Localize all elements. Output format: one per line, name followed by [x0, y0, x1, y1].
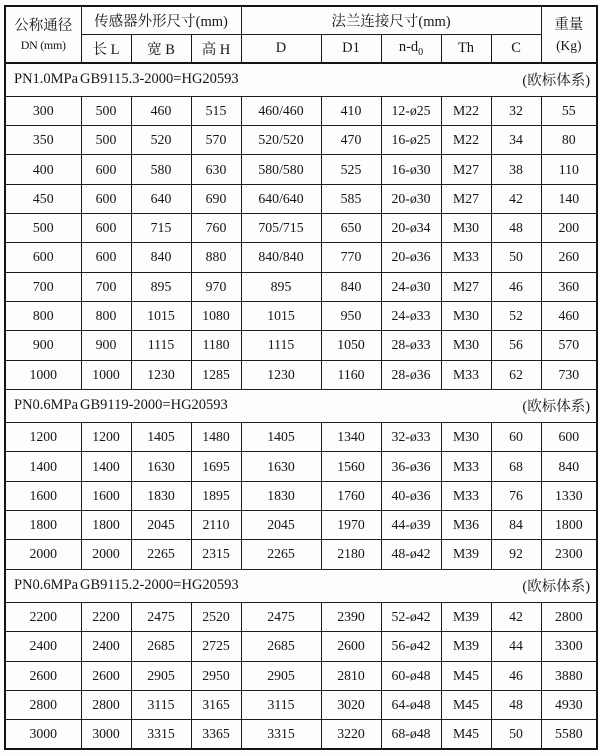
cell-flange-nd0: 56-ø42	[381, 632, 441, 661]
header-weight	[541, 6, 597, 63]
cell-length-l: 1800	[81, 511, 131, 540]
cell-flange-nd0: 16-ø30	[381, 155, 441, 184]
cell-weight: 80	[541, 126, 597, 155]
cell-width-b: 1405	[131, 423, 191, 452]
cell-flange-nd0: 28-ø36	[381, 360, 441, 389]
cell-dn: 600	[5, 243, 81, 272]
table-row	[5, 720, 597, 749]
cell-flange-nd0: 52-ø42	[381, 602, 441, 631]
cell-flange-d: 2045	[241, 511, 321, 540]
cell-length-l: 1000	[81, 360, 131, 389]
cell-flange-d1: 585	[321, 184, 381, 213]
section-header-cell	[5, 63, 597, 96]
section-header-row	[5, 63, 597, 96]
cell-dn: 2000	[5, 540, 81, 569]
section-pressure-rating: PN0.6MPa	[14, 577, 79, 594]
cell-flange-th: M45	[441, 690, 491, 719]
cell-length-l: 2200	[81, 602, 131, 631]
header-nominal-diameter-unit: DN (mm)	[20, 37, 66, 52]
cell-flange-d1: 470	[321, 126, 381, 155]
cell-flange-d1: 2390	[321, 602, 381, 631]
cell-height-h: 1695	[191, 452, 241, 481]
cell-weight: 360	[541, 272, 597, 301]
cell-flange-c: 46	[491, 661, 541, 690]
cell-length-l: 1600	[81, 481, 131, 510]
cell-width-b: 1230	[131, 360, 191, 389]
cell-weight: 3300	[541, 632, 597, 661]
cell-dn: 1000	[5, 360, 81, 389]
cell-flange-d: 460/460	[241, 96, 321, 125]
cell-flange-c: 92	[491, 540, 541, 569]
cell-dn: 1400	[5, 452, 81, 481]
cell-flange-d1: 1760	[321, 481, 381, 510]
section-header-row	[5, 569, 597, 602]
cell-height-h: 2110	[191, 511, 241, 540]
cell-flange-th: M27	[441, 184, 491, 213]
table-row	[5, 184, 597, 213]
cell-flange-th: M36	[441, 511, 491, 540]
cell-weight: 1800	[541, 511, 597, 540]
cell-length-l: 600	[81, 243, 131, 272]
cell-flange-c: 34	[491, 126, 541, 155]
cell-length-l: 700	[81, 272, 131, 301]
cell-flange-d: 520/520	[241, 126, 321, 155]
header-flange-d1: D1	[321, 34, 381, 63]
cell-weight: 730	[541, 360, 597, 389]
cell-flange-d1: 2600	[321, 632, 381, 661]
cell-width-b: 580	[131, 155, 191, 184]
cell-dn: 900	[5, 331, 81, 360]
header-flange-c: C	[491, 34, 541, 63]
cell-flange-c: 46	[491, 272, 541, 301]
cell-flange-nd0: 44-ø39	[381, 511, 441, 540]
cell-dn: 1600	[5, 481, 81, 510]
cell-dn: 800	[5, 301, 81, 330]
cell-length-l: 2400	[81, 632, 131, 661]
cell-flange-d: 840/840	[241, 243, 321, 272]
cell-flange-c: 42	[491, 602, 541, 631]
cell-weight: 110	[541, 155, 597, 184]
cell-flange-d: 1015	[241, 301, 321, 330]
header-flange-dimensions-group: 法兰连接尺寸(mm)	[241, 6, 541, 34]
cell-flange-th: M33	[441, 360, 491, 389]
cell-width-b: 2475	[131, 602, 191, 631]
cell-flange-d1: 410	[321, 96, 381, 125]
cell-weight: 55	[541, 96, 597, 125]
section-standard-note: (欧标体系)	[522, 399, 591, 416]
section-header-row	[5, 389, 597, 422]
cell-flange-th: M33	[441, 243, 491, 272]
header-flange-nd0-base: n-d	[398, 38, 419, 55]
cell-flange-c: 48	[491, 214, 541, 243]
cell-flange-d1: 3020	[321, 690, 381, 719]
cell-flange-d: 1630	[241, 452, 321, 481]
table-row	[5, 214, 597, 243]
cell-dn: 450	[5, 184, 81, 213]
cell-flange-c: 44	[491, 632, 541, 661]
cell-weight: 140	[541, 184, 597, 213]
cell-flange-c: 38	[491, 155, 541, 184]
cell-flange-d1: 1970	[321, 511, 381, 540]
header-flange-nd0	[381, 34, 441, 63]
cell-flange-c: 76	[491, 481, 541, 510]
table-row	[5, 632, 597, 661]
table-row	[5, 272, 597, 301]
cell-height-h: 970	[191, 272, 241, 301]
header-flange-d: D	[241, 34, 321, 63]
cell-length-l: 900	[81, 331, 131, 360]
cell-weight: 1330	[541, 481, 597, 510]
header-flange-nd0-sub: 0	[418, 46, 424, 58]
cell-length-l: 2000	[81, 540, 131, 569]
header-nominal-diameter	[5, 6, 81, 63]
cell-weight: 5580	[541, 720, 597, 749]
cell-flange-d: 2905	[241, 661, 321, 690]
cell-flange-d1: 840	[321, 272, 381, 301]
cell-width-b: 1115	[131, 331, 191, 360]
cell-length-l: 600	[81, 184, 131, 213]
cell-flange-c: 52	[491, 301, 541, 330]
cell-width-b: 2265	[131, 540, 191, 569]
section-header-cell	[5, 389, 597, 422]
cell-length-l: 600	[81, 214, 131, 243]
header-flange-th: Th	[441, 34, 491, 63]
cell-height-h: 1180	[191, 331, 241, 360]
cell-weight: 460	[541, 301, 597, 330]
dimension-spec-table	[4, 5, 598, 750]
cell-length-l: 3000	[81, 720, 131, 749]
section-pressure-rating: PN1.0MPa	[14, 71, 79, 88]
cell-flange-nd0: 28-ø33	[381, 331, 441, 360]
section-header-content	[6, 69, 596, 90]
cell-flange-d: 1830	[241, 481, 321, 510]
section-header-content	[6, 395, 596, 416]
cell-flange-d1: 2180	[321, 540, 381, 569]
cell-flange-nd0: 16-ø25	[381, 126, 441, 155]
section-header-content	[6, 575, 596, 596]
cell-flange-nd0: 32-ø33	[381, 423, 441, 452]
cell-height-h: 1895	[191, 481, 241, 510]
cell-height-h: 1080	[191, 301, 241, 330]
header-height-h: 高 H	[191, 34, 241, 63]
cell-flange-th: M30	[441, 214, 491, 243]
table-row	[5, 661, 597, 690]
cell-height-h: 760	[191, 214, 241, 243]
cell-flange-nd0: 20-ø34	[381, 214, 441, 243]
cell-height-h: 1285	[191, 360, 241, 389]
cell-flange-nd0: 40-ø36	[381, 481, 441, 510]
header-nominal-diameter-cn: 公称通径	[14, 17, 73, 34]
cell-flange-nd0: 48-ø42	[381, 540, 441, 569]
cell-flange-d: 3315	[241, 720, 321, 749]
header-weight-unit: (Kg)	[556, 37, 582, 53]
cell-flange-d: 895	[241, 272, 321, 301]
cell-dn: 2600	[5, 661, 81, 690]
cell-flange-d: 2475	[241, 602, 321, 631]
cell-flange-c: 50	[491, 243, 541, 272]
cell-flange-th: M33	[441, 481, 491, 510]
cell-dn: 2200	[5, 602, 81, 631]
cell-height-h: 880	[191, 243, 241, 272]
cell-flange-d: 640/640	[241, 184, 321, 213]
cell-height-h: 3165	[191, 690, 241, 719]
header-width-b: 宽 B	[131, 34, 191, 63]
cell-flange-th: M27	[441, 272, 491, 301]
cell-flange-d1: 525	[321, 155, 381, 184]
section-standard-code: GB9115.2-2000=HG20593	[80, 577, 239, 594]
cell-flange-d1: 2810	[321, 661, 381, 690]
table-row	[5, 243, 597, 272]
cell-width-b: 3315	[131, 720, 191, 749]
cell-height-h: 2315	[191, 540, 241, 569]
cell-width-b: 640	[131, 184, 191, 213]
cell-flange-th: M22	[441, 126, 491, 155]
cell-width-b: 1015	[131, 301, 191, 330]
cell-width-b: 840	[131, 243, 191, 272]
cell-flange-c: 56	[491, 331, 541, 360]
cell-flange-th: M30	[441, 423, 491, 452]
cell-flange-d1: 1050	[321, 331, 381, 360]
cell-height-h: 2950	[191, 661, 241, 690]
cell-weight: 2800	[541, 602, 597, 631]
cell-weight: 3880	[541, 661, 597, 690]
cell-dn: 3000	[5, 720, 81, 749]
table-row	[5, 360, 597, 389]
header-sensor-dimensions-group: 传感器外形尺寸(mm)	[81, 6, 241, 34]
cell-flange-th: M30	[441, 331, 491, 360]
cell-flange-d1: 1160	[321, 360, 381, 389]
cell-flange-d1: 3220	[321, 720, 381, 749]
cell-weight: 4930	[541, 690, 597, 719]
cell-dn: 700	[5, 272, 81, 301]
cell-dn: 400	[5, 155, 81, 184]
cell-width-b: 2685	[131, 632, 191, 661]
cell-width-b: 520	[131, 126, 191, 155]
section-standard-note: (欧标体系)	[522, 579, 591, 596]
cell-flange-th: M39	[441, 602, 491, 631]
cell-flange-c: 48	[491, 690, 541, 719]
cell-flange-d: 580/580	[241, 155, 321, 184]
cell-height-h: 630	[191, 155, 241, 184]
cell-flange-d: 2685	[241, 632, 321, 661]
cell-weight: 200	[541, 214, 597, 243]
cell-length-l: 800	[81, 301, 131, 330]
table-row	[5, 96, 597, 125]
cell-dn: 2800	[5, 690, 81, 719]
cell-flange-th: M30	[441, 301, 491, 330]
cell-height-h: 1480	[191, 423, 241, 452]
cell-dn: 300	[5, 96, 81, 125]
cell-width-b: 715	[131, 214, 191, 243]
cell-dn: 1200	[5, 423, 81, 452]
cell-height-h: 2725	[191, 632, 241, 661]
header-weight-cn: 重量	[554, 16, 584, 33]
section-pressure-rating: PN0.6MPa	[14, 397, 79, 414]
cell-flange-d: 1230	[241, 360, 321, 389]
cell-flange-d1: 1560	[321, 452, 381, 481]
cell-length-l: 500	[81, 126, 131, 155]
cell-dn: 2400	[5, 632, 81, 661]
cell-flange-nd0: 24-ø33	[381, 301, 441, 330]
cell-weight: 840	[541, 452, 597, 481]
cell-height-h: 570	[191, 126, 241, 155]
cell-flange-c: 84	[491, 511, 541, 540]
cell-dn: 350	[5, 126, 81, 155]
cell-length-l: 2800	[81, 690, 131, 719]
table-row	[5, 331, 597, 360]
cell-flange-nd0: 20-ø36	[381, 243, 441, 272]
section-standard-code: GB9119-2000=HG20593	[80, 397, 228, 414]
cell-flange-th: M45	[441, 720, 491, 749]
cell-flange-th: M39	[441, 632, 491, 661]
cell-length-l: 1400	[81, 452, 131, 481]
cell-width-b: 2045	[131, 511, 191, 540]
cell-flange-c: 60	[491, 423, 541, 452]
table-row	[5, 690, 597, 719]
cell-dn: 500	[5, 214, 81, 243]
cell-flange-nd0: 64-ø48	[381, 690, 441, 719]
table-row	[5, 126, 597, 155]
cell-length-l: 500	[81, 96, 131, 125]
cell-width-b: 1830	[131, 481, 191, 510]
cell-flange-th: M27	[441, 155, 491, 184]
section-standard-note: (欧标体系)	[522, 73, 591, 90]
cell-height-h: 515	[191, 96, 241, 125]
cell-height-h: 3365	[191, 720, 241, 749]
header-length-l: 长 L	[81, 34, 131, 63]
table-row	[5, 301, 597, 330]
table-row	[5, 423, 597, 452]
cell-flange-d: 1405	[241, 423, 321, 452]
cell-weight: 260	[541, 243, 597, 272]
cell-flange-d1: 770	[321, 243, 381, 272]
table-row	[5, 155, 597, 184]
table-row	[5, 602, 597, 631]
cell-weight: 570	[541, 331, 597, 360]
table-row	[5, 511, 597, 540]
cell-weight: 2300	[541, 540, 597, 569]
section-standard-code: GB9115.3-2000=HG20593	[80, 71, 239, 88]
cell-flange-th: M33	[441, 452, 491, 481]
cell-flange-th: M39	[441, 540, 491, 569]
cell-height-h: 2520	[191, 602, 241, 631]
cell-flange-d1: 650	[321, 214, 381, 243]
cell-flange-th: M22	[441, 96, 491, 125]
cell-length-l: 2600	[81, 661, 131, 690]
cell-flange-nd0: 60-ø48	[381, 661, 441, 690]
table-row	[5, 540, 597, 569]
cell-flange-c: 62	[491, 360, 541, 389]
cell-weight: 600	[541, 423, 597, 452]
cell-length-l: 600	[81, 155, 131, 184]
cell-flange-nd0: 24-ø30	[381, 272, 441, 301]
cell-flange-c: 50	[491, 720, 541, 749]
cell-width-b: 895	[131, 272, 191, 301]
cell-width-b: 3115	[131, 690, 191, 719]
cell-flange-c: 32	[491, 96, 541, 125]
cell-height-h: 690	[191, 184, 241, 213]
cell-flange-d1: 950	[321, 301, 381, 330]
cell-flange-d: 1115	[241, 331, 321, 360]
cell-flange-nd0: 20-ø30	[381, 184, 441, 213]
cell-flange-nd0: 36-ø36	[381, 452, 441, 481]
cell-flange-d: 705/715	[241, 214, 321, 243]
cell-width-b: 460	[131, 96, 191, 125]
cell-width-b: 2905	[131, 661, 191, 690]
cell-flange-d: 2265	[241, 540, 321, 569]
cell-flange-th: M45	[441, 661, 491, 690]
cell-flange-c: 68	[491, 452, 541, 481]
cell-flange-d: 3115	[241, 690, 321, 719]
cell-length-l: 1200	[81, 423, 131, 452]
cell-dn: 1800	[5, 511, 81, 540]
table-row	[5, 452, 597, 481]
cell-flange-nd0: 12-ø25	[381, 96, 441, 125]
table-row	[5, 481, 597, 510]
cell-width-b: 1630	[131, 452, 191, 481]
cell-flange-d1: 1340	[321, 423, 381, 452]
cell-flange-c: 42	[491, 184, 541, 213]
section-header-cell	[5, 569, 597, 602]
cell-flange-nd0: 68-ø48	[381, 720, 441, 749]
